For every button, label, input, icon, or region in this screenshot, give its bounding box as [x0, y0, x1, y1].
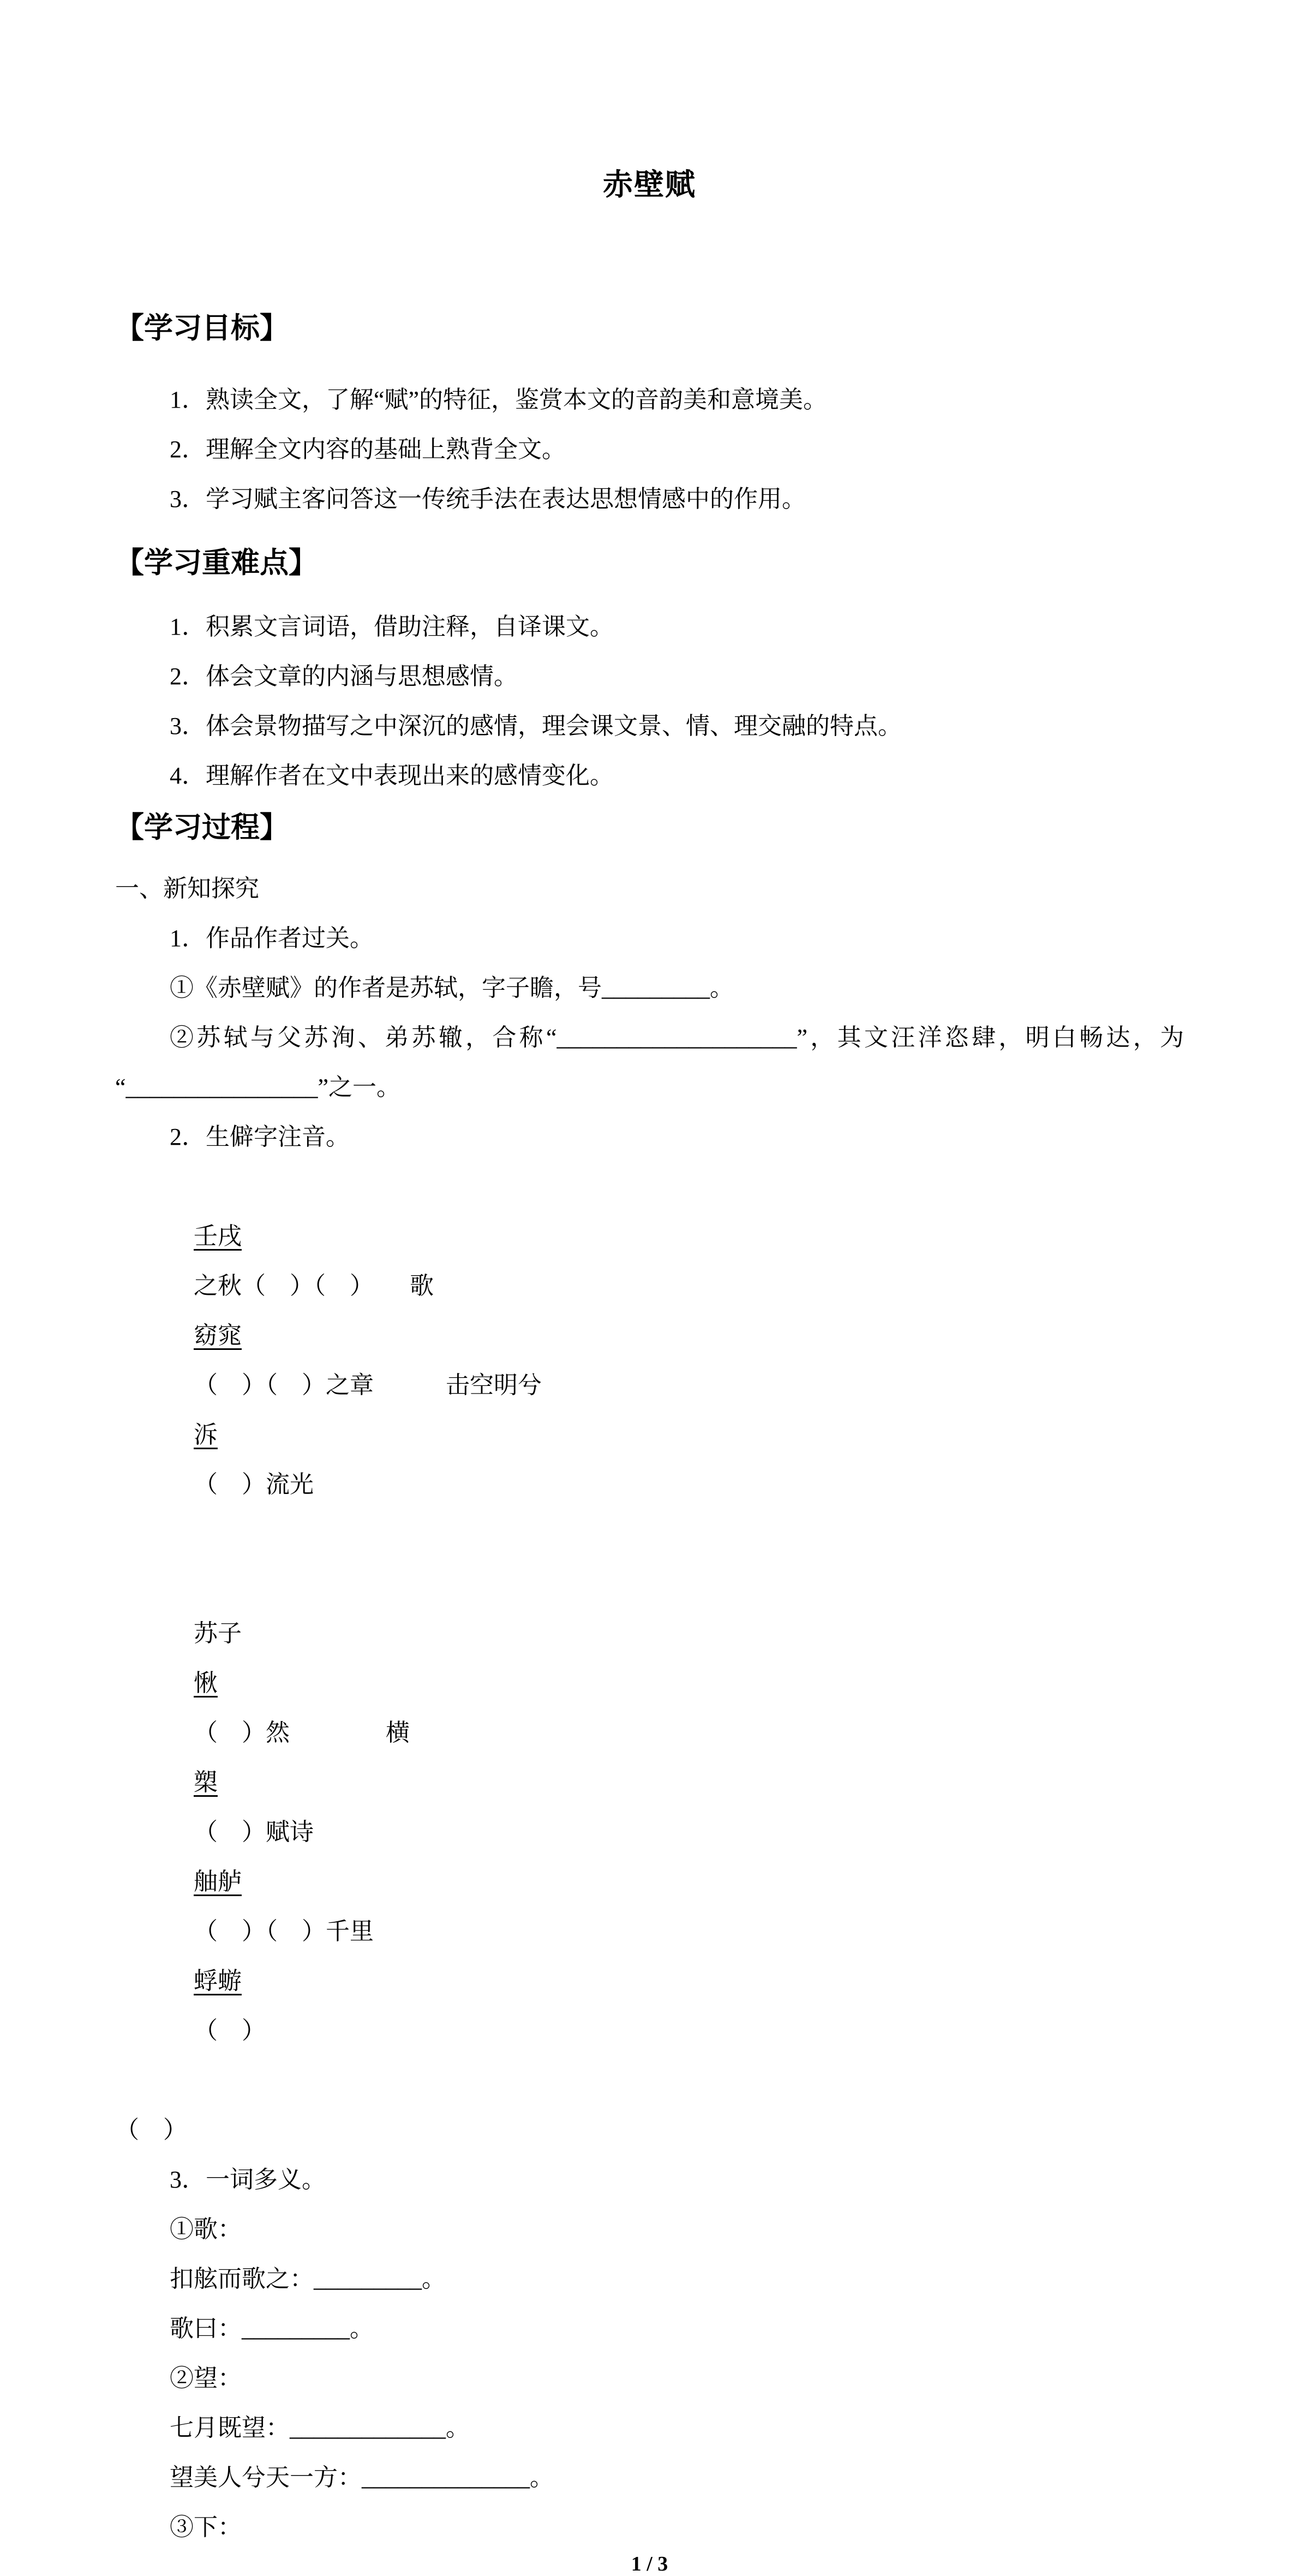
polysemy-word-xia: ③下： [170, 2514, 242, 2541]
keypoint-item-1: 1．积累文言词语，借助注释，自译课文。 [170, 613, 614, 640]
underlined-term: 愀 [194, 1670, 218, 1696]
underlined-term: 泝 [194, 1421, 218, 1448]
line-segment: 苏子 [194, 1620, 242, 1647]
polysemy-wang-example-2: 望美人兮天一方：______________。 [170, 2464, 554, 2491]
line-segment: 之秋（ ）（ ） 歌 [194, 1272, 434, 1299]
pinyin-line-3: （ ） [115, 2117, 187, 2143]
question-2-title: 2．生僻字注音。 [170, 1123, 350, 1150]
keypoint-item-4: 4．理解作者在文中表现出来的感情变化。 [170, 762, 614, 789]
line-segment: （ ）赋诗 [194, 1819, 410, 1845]
document-title: 赤壁赋 [602, 168, 696, 201]
goal-item-1: 1．熟读全文，了解“赋”的特征，鉴赏本文的音韵美和意境美。 [170, 386, 828, 413]
polysemy-ge-example-2: 歌曰：_________。 [170, 2315, 374, 2342]
polysemy-word-wang: ②望： [170, 2365, 242, 2392]
underlined-term: 壬戌 [194, 1223, 242, 1250]
keypoint-item-2: 2．体会文章的内涵与思想感情。 [170, 663, 518, 690]
keypoint-item-3: 3．体会景物描写之中深沉的感情，理会课文景、情、理交融的特点。 [170, 713, 902, 739]
polysemy-ge-example-1: 扣舷而歌之：_________。 [170, 2266, 446, 2292]
polysemy-wang-example-1: 七月既望：_____________。 [170, 2414, 470, 2441]
pinyin-line-2 [115, 1559, 1184, 2105]
part-heading-new-knowledge: 一、新知探究 [115, 875, 259, 902]
goal-item-2: 2．理解全文内容的基础上熟背全文。 [170, 436, 566, 463]
underlined-term: 槊 [194, 1769, 218, 1796]
underlined-term: 蜉蝣 [194, 1968, 242, 1994]
line-segment: （ ）（ ）之章 击空明兮 [194, 1372, 542, 1398]
heading-learning-process: 【学习过程】 [115, 812, 289, 844]
pinyin-line-1 [115, 1162, 1184, 1559]
heading-key-points: 【学习重难点】 [115, 547, 318, 579]
line-segment: （ ）然 横 [194, 1719, 410, 1746]
line-segment: （ ）流光 [194, 1471, 314, 1498]
question-1-fill-sansu-line1: ②苏轼与父苏洵、弟苏辙，合称“____________________”，其文汪洋恣肆，明白畅达，为 [170, 1024, 1184, 1051]
question-1-fill-author: ①《赤壁赋》的作者是苏轼，字子瞻，号_________。 [170, 975, 734, 1001]
question-1-fill-sansu-line2: “________________”之一。 [115, 1074, 401, 1101]
question-3-title: 3．一词多义。 [170, 2166, 326, 2193]
underlined-term: 舳舻 [194, 1868, 242, 1895]
line-segment: （ ） [194, 2017, 266, 2044]
goal-item-3: 3．学习赋主客问答这一传统手法在表达思想情感中的作用。 [170, 486, 806, 512]
underlined-term: 窈窕 [194, 1322, 242, 1349]
page-number: 1 / 3 [631, 2553, 668, 2575]
polysemy-word-ge: ①歌： [170, 2216, 242, 2243]
line-segment: （ ）（ ）千里 [194, 1918, 470, 1945]
heading-learning-goals: 【学习目标】 [115, 313, 289, 344]
question-1-title: 1．作品作者过关。 [170, 925, 374, 952]
